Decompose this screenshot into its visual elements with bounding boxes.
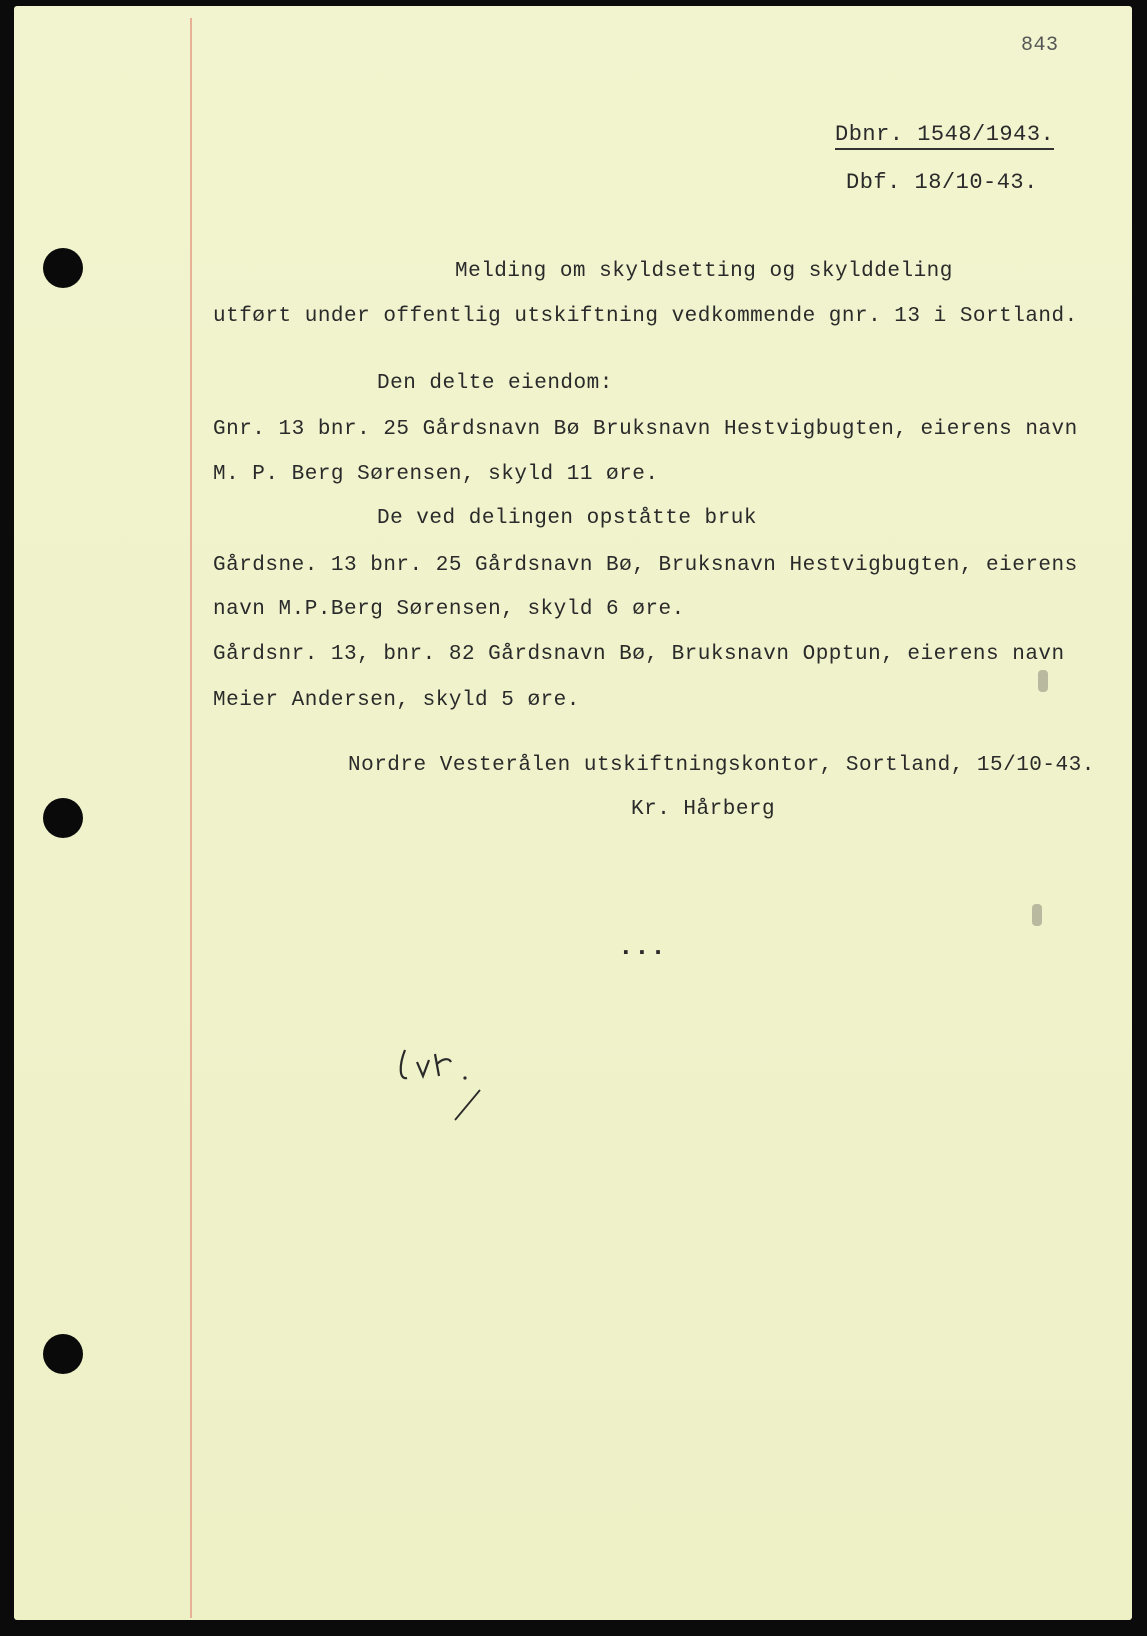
- ink-smudge: [1032, 904, 1042, 926]
- signer-name: Kr. Hårberg: [631, 798, 776, 821]
- body-line: utført under offentlig utskiftning vedkommende gnr. 13 i Sortland.: [213, 305, 1078, 328]
- punch-hole-middle: [43, 798, 83, 838]
- ink-smudge: [1038, 670, 1048, 692]
- body-line: Gnr. 13 bnr. 25 Gårdsnavn Bø Bruksnavn Hestvigbugten, eierens navn: [213, 418, 1078, 441]
- body-line: Meier Andersen, skyld 5 øre.: [213, 689, 580, 712]
- place-date-line: Nordre Vesterålen utskiftningskontor, Sortland, 15/10-43.: [348, 754, 1095, 777]
- body-line-subheading: Den delte eiendom:: [377, 372, 613, 395]
- handwritten-initials: [395, 1040, 505, 1130]
- body-line-title: Melding om skyldsetting og skylddeling: [455, 260, 953, 283]
- body-line: Gårdsnr. 13, bnr. 82 Gårdsnavn Bø, Bruksnavn Opptun, eierens navn: [213, 643, 1065, 666]
- body-line-subheading: De ved delingen opståtte bruk: [377, 507, 757, 530]
- document-page: [14, 6, 1132, 1620]
- punch-hole-bottom: [43, 1334, 83, 1374]
- body-line: Gårdsne. 13 bnr. 25 Gårdsnavn Bø, Bruksnavn Hestvigbugten, eierens: [213, 554, 1078, 577]
- ellipsis-mark: ...: [618, 932, 667, 962]
- margin-rule: [190, 18, 192, 1618]
- page-number: 843: [1021, 34, 1059, 57]
- punch-hole-top: [43, 248, 83, 288]
- dbf-reference: Dbf. 18/10-43.: [846, 170, 1038, 195]
- body-line: navn M.P.Berg Sørensen, skyld 6 øre.: [213, 598, 685, 621]
- dbnr-reference: Dbnr. 1548/1943.: [835, 122, 1054, 150]
- body-line: M. P. Berg Sørensen, skyld 11 øre.: [213, 463, 659, 486]
